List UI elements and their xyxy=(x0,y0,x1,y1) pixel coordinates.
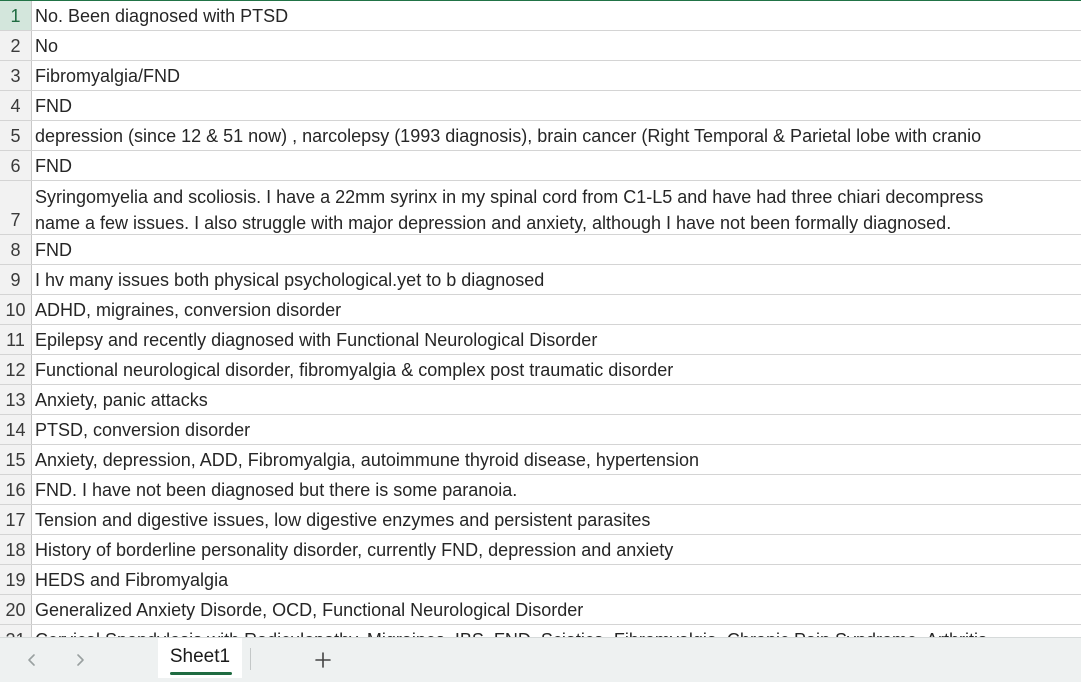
cell-a5[interactable] xyxy=(32,121,1081,150)
cell-text: Fibromyalgia/FND xyxy=(35,65,181,86)
cell-text-line: Syringomyelia and scoliosis. I have a 22mm syrinx in my spinal cord from C1-L5 and have had three chiari decompress xyxy=(35,187,984,207)
cell-text: Epilepsy and recently diagnosed with Functional Neurological Disorder xyxy=(35,329,598,350)
cell-text: depression (since 12 & 51 now) , narcolepsy (1993 diagnosis), brain cancer (Right Temporal & Parietal lobe with cranio xyxy=(35,125,982,146)
cell-text: No. Been diagnosed with PTSD xyxy=(35,5,289,26)
row-header[interactable]: 20 xyxy=(0,595,32,624)
table-row[interactable] xyxy=(0,181,1081,235)
cell-a18[interactable] xyxy=(32,535,1081,564)
table-row[interactable] xyxy=(0,265,1081,295)
add-sheet-button[interactable] xyxy=(308,645,338,675)
table-row[interactable] xyxy=(0,325,1081,355)
table-row[interactable] xyxy=(0,61,1081,91)
active-tab-indicator xyxy=(170,672,232,675)
rows-container xyxy=(0,1,1081,655)
cell-text: FND xyxy=(35,239,72,260)
row-header[interactable]: 4 xyxy=(0,91,32,120)
row-header[interactable]: 1 xyxy=(0,1,32,30)
row-header[interactable]: 11 xyxy=(0,325,32,354)
table-row[interactable] xyxy=(0,121,1081,151)
table-row[interactable] xyxy=(0,151,1081,181)
row-header[interactable]: 19 xyxy=(0,565,32,594)
cell-text: PTSD, conversion disorder xyxy=(35,419,251,440)
row-header[interactable]: 16 xyxy=(0,475,32,504)
cell-a15[interactable] xyxy=(32,445,1081,474)
cell-a3[interactable] xyxy=(32,61,1081,90)
cell-a1[interactable] xyxy=(32,1,1081,30)
cell-text: FND xyxy=(35,95,72,116)
cell-a2[interactable] xyxy=(32,31,1081,60)
table-row[interactable] xyxy=(0,355,1081,385)
table-row[interactable] xyxy=(0,535,1081,565)
cell-a8[interactable] xyxy=(32,235,1081,264)
table-row[interactable] xyxy=(0,445,1081,475)
row-header[interactable]: 6 xyxy=(0,151,32,180)
table-row[interactable] xyxy=(0,31,1081,61)
cell-a9[interactable] xyxy=(32,265,1081,294)
row-header[interactable]: 13 xyxy=(0,385,32,414)
cell-text: Anxiety, depression, ADD, Fibromyalgia, autoimmune thyroid disease, hypertension xyxy=(35,449,699,470)
chevron-right-icon xyxy=(73,653,87,667)
cell-text: History of borderline personality disorder, currently FND, depression and anxiety xyxy=(35,539,674,560)
next-sheet-button[interactable] xyxy=(66,646,94,674)
cell-text: FND xyxy=(35,155,72,176)
cell-a10[interactable] xyxy=(32,295,1081,324)
previous-sheet-button[interactable] xyxy=(18,646,46,674)
row-header[interactable]: 2 xyxy=(0,31,32,60)
row-header[interactable]: 10 xyxy=(0,295,32,324)
table-row[interactable] xyxy=(0,475,1081,505)
cell-a6[interactable] xyxy=(32,151,1081,180)
row-header[interactable]: 15 xyxy=(0,445,32,474)
table-row[interactable] xyxy=(0,295,1081,325)
tab-label: Sheet1 xyxy=(169,646,231,667)
cell-text: Generalized Anxiety Disorde, OCD, Functional Neurological Disorder xyxy=(35,599,584,620)
cell-a16[interactable] xyxy=(32,475,1081,504)
table-row[interactable] xyxy=(0,91,1081,121)
table-row[interactable] xyxy=(0,235,1081,265)
chevron-left-icon xyxy=(25,653,39,667)
cell-a7[interactable] xyxy=(32,181,1081,234)
row-header[interactable]: 12 xyxy=(0,355,32,384)
table-row[interactable] xyxy=(0,1,1081,31)
table-row[interactable] xyxy=(0,505,1081,535)
cell-a11[interactable] xyxy=(32,325,1081,354)
row-header[interactable]: 14 xyxy=(0,415,32,444)
cell-text-line: name a few issues. I also struggle with major depression and anxiety, although I have not been formally diagnosed. xyxy=(35,213,952,233)
cell-text: Tension and digestive issues, low digestive enzymes and persistent parasites xyxy=(35,509,651,530)
cell-text: HEDS and Fibromyalgia xyxy=(35,569,229,590)
cell-a17[interactable] xyxy=(32,505,1081,534)
cell-a20[interactable] xyxy=(32,595,1081,624)
tab-divider xyxy=(250,648,251,670)
cell-text: I hv many issues both physical psychological.yet to b diagnosed xyxy=(35,269,545,290)
cell-a14[interactable] xyxy=(32,415,1081,444)
cell-text: Functional neurological disorder, fibromyalgia & complex post traumatic disorder xyxy=(35,359,674,380)
cell-a19[interactable] xyxy=(32,565,1081,594)
table-row[interactable] xyxy=(0,595,1081,625)
cell-a13[interactable] xyxy=(32,385,1081,414)
cell-a12[interactable] xyxy=(32,355,1081,384)
row-header[interactable]: 17 xyxy=(0,505,32,534)
table-row[interactable] xyxy=(0,415,1081,445)
row-header[interactable]: 9 xyxy=(0,265,32,294)
cell-a4[interactable] xyxy=(32,91,1081,120)
row-header[interactable]: 7 xyxy=(0,181,32,234)
cell-text: Anxiety, panic attacks xyxy=(35,389,208,410)
row-header[interactable]: 8 xyxy=(0,235,32,264)
sheet-tab-bar xyxy=(0,637,1081,682)
cell-text: No xyxy=(35,35,59,56)
table-row[interactable] xyxy=(0,385,1081,415)
cell-text: FND. I have not been diagnosed but there is some paranoia. xyxy=(35,479,518,500)
table-row[interactable] xyxy=(0,565,1081,595)
row-header[interactable]: 18 xyxy=(0,535,32,564)
row-header[interactable]: 5 xyxy=(0,121,32,150)
cell-text: ADHD, migraines, conversion disorder xyxy=(35,299,342,320)
plus-icon xyxy=(314,651,332,669)
row-header[interactable]: 3 xyxy=(0,61,32,90)
